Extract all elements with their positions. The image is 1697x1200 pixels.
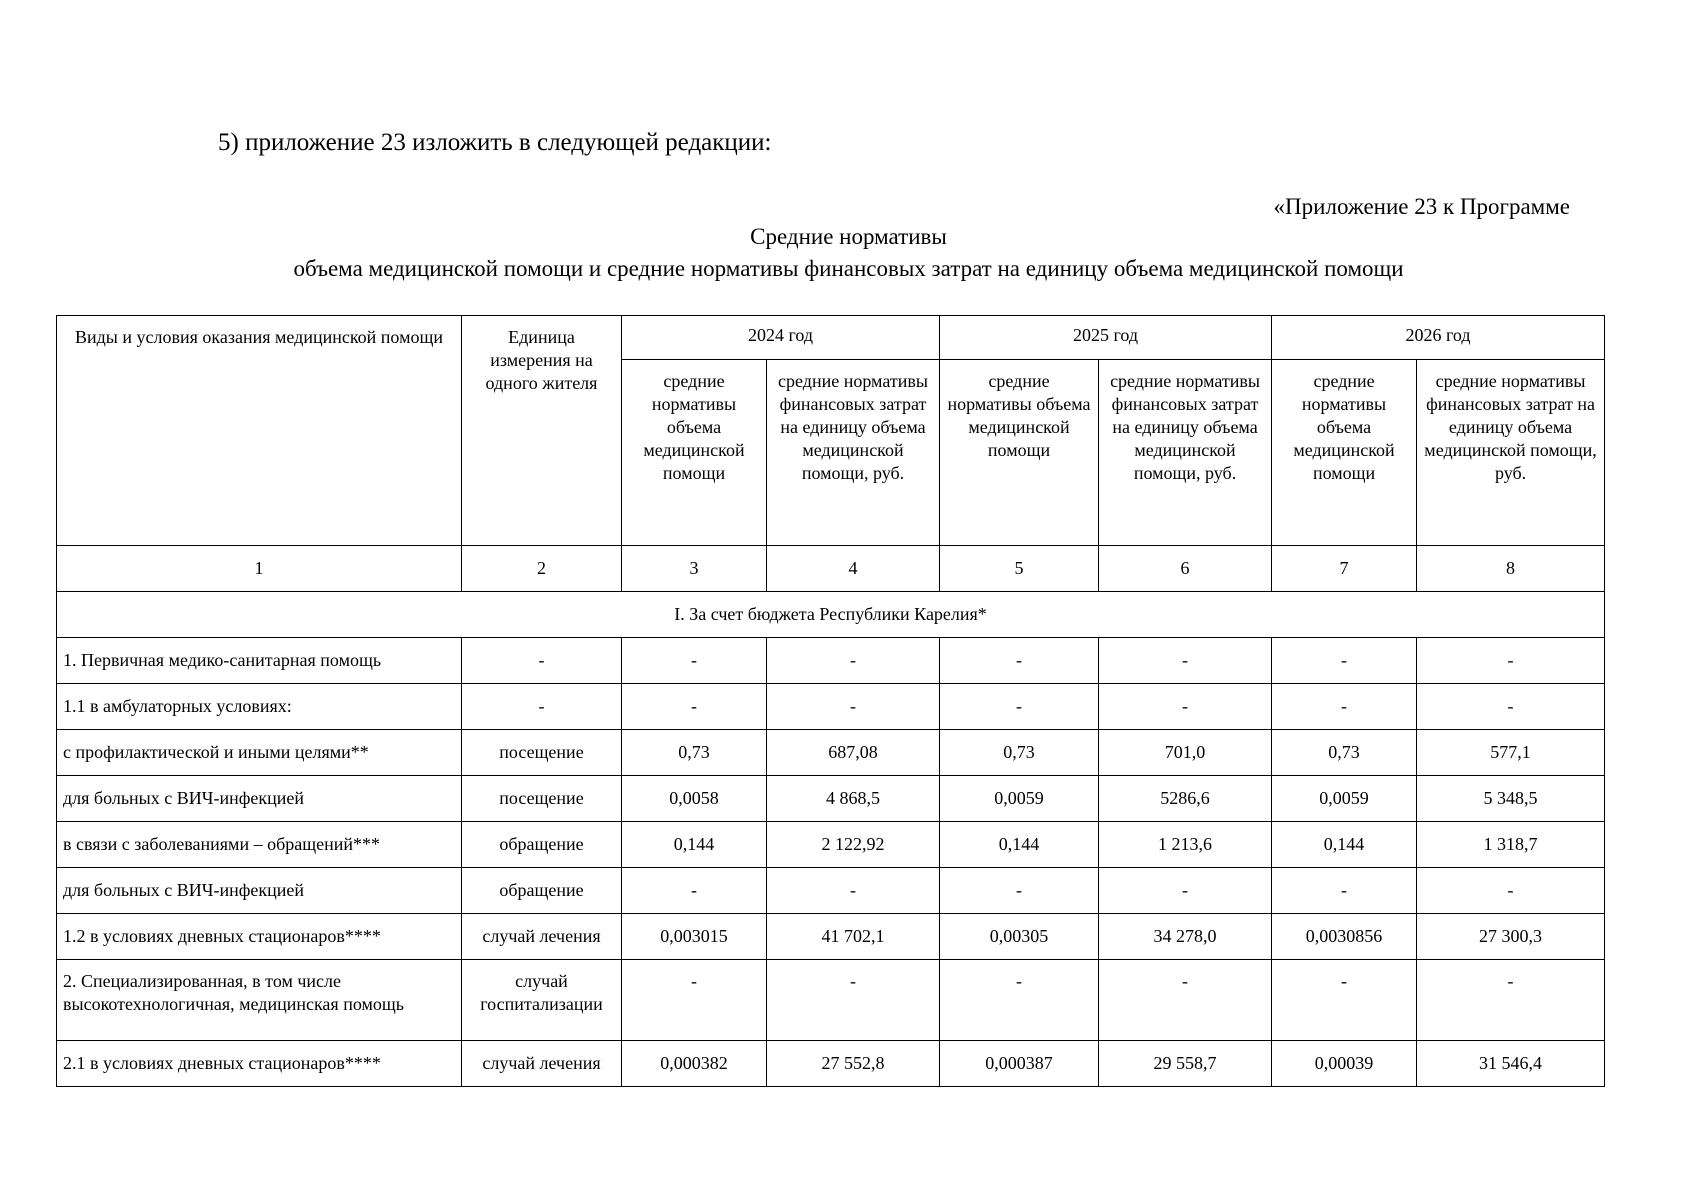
cell-cost-2024: - <box>767 868 940 914</box>
cell-volume-2026: 0,73 <box>1272 730 1417 776</box>
column-number: 3 <box>622 546 767 592</box>
header-unit: Единица измерения на одного жителя <box>462 316 622 546</box>
cell-cost-2026: - <box>1417 960 1605 1041</box>
cell-cost-2026: - <box>1417 638 1605 684</box>
header-year-2025: 2025 год <box>940 316 1272 360</box>
cell-volume-2025: 0,000387 <box>940 1041 1099 1087</box>
row-label: для больных с ВИЧ-инфекцией <box>57 868 462 914</box>
row-label: 1.1 в амбулаторных условиях: <box>57 684 462 730</box>
column-number: 5 <box>940 546 1099 592</box>
column-number: 6 <box>1099 546 1272 592</box>
header-volume-2025: средние нормативы объема медицинской помощи <box>940 360 1099 546</box>
cell-cost-2025: 1 213,6 <box>1099 822 1272 868</box>
header-year-2026: 2026 год <box>1272 316 1605 360</box>
header-kinds: Виды и условия оказания медицинской помощи <box>57 316 462 546</box>
column-number: 2 <box>462 546 622 592</box>
cell-volume-2026: 0,0030856 <box>1272 914 1417 960</box>
cell-cost-2024: - <box>767 960 940 1041</box>
section-title: I. За счет бюджета Республики Карелия* <box>57 592 1605 638</box>
column-numbers-row <box>57 546 1605 592</box>
column-number: 1 <box>57 546 462 592</box>
header-volume-2024: средние нормативы объема медицинской помощи <box>622 360 767 546</box>
row-label: 1.2 в условиях дневных стационаров**** <box>57 914 462 960</box>
table-row <box>57 776 1605 822</box>
table-row <box>57 822 1605 868</box>
header-cost-2024: средние нормативы финансовых затрат на единицу объема медицинской помощи, руб. <box>767 360 940 546</box>
column-number: 7 <box>1272 546 1417 592</box>
cell-volume-2024: - <box>622 638 767 684</box>
cell-cost-2024: 687,08 <box>767 730 940 776</box>
cell-cost-2024: 27 552,8 <box>767 1041 940 1087</box>
row-unit: - <box>462 684 622 730</box>
row-label: для больных с ВИЧ-инфекцией <box>57 776 462 822</box>
cell-volume-2025: 0,00305 <box>940 914 1099 960</box>
cell-cost-2026: 27 300,3 <box>1417 914 1605 960</box>
cell-cost-2026: 5 348,5 <box>1417 776 1605 822</box>
cell-volume-2026: 0,0059 <box>1272 776 1417 822</box>
document-subtitle: объема медицинской помощи и средние нормативы финансовых затрат на единицу объема медицинской помощи <box>293 256 1404 281</box>
norms-table <box>56 315 1605 1087</box>
appendix-label: «Приложение 23 к Программе <box>1273 194 1570 219</box>
table-row <box>57 684 1605 730</box>
cell-cost-2024: 4 868,5 <box>767 776 940 822</box>
header-cost-2026: средние нормативы финансовых затрат на единицу объема медицинской помощи, руб. <box>1417 360 1605 546</box>
cell-cost-2025: 5286,6 <box>1099 776 1272 822</box>
cell-cost-2025: - <box>1099 868 1272 914</box>
cell-volume-2025: 0,73 <box>940 730 1099 776</box>
cell-volume-2026: - <box>1272 868 1417 914</box>
cell-cost-2024: 41 702,1 <box>767 914 940 960</box>
table-row <box>57 960 1605 1041</box>
row-unit: случай лечения <box>462 1041 622 1087</box>
cell-volume-2024: 0,144 <box>622 822 767 868</box>
cell-cost-2025: - <box>1099 638 1272 684</box>
cell-volume-2024: 0,73 <box>622 730 767 776</box>
cell-volume-2026: - <box>1272 638 1417 684</box>
table-row <box>57 868 1605 914</box>
cell-volume-2026: 0,144 <box>1272 822 1417 868</box>
row-unit: случай госпитализации <box>462 960 622 1041</box>
header-cost-2025: средние нормативы финансовых затрат на единицу объема медицинской помощи, руб. <box>1099 360 1272 546</box>
column-number: 4 <box>767 546 940 592</box>
cell-volume-2025: 0,144 <box>940 822 1099 868</box>
cell-cost-2025: 29 558,7 <box>1099 1041 1272 1087</box>
table-row <box>57 1041 1605 1087</box>
section-row <box>57 592 1605 638</box>
cell-cost-2026: - <box>1417 684 1605 730</box>
intro-text: 5) приложение 23 изложить в следующей редакции: <box>218 129 772 156</box>
cell-volume-2024: 0,000382 <box>622 1041 767 1087</box>
row-unit: посещение <box>462 730 622 776</box>
cell-volume-2025: - <box>940 684 1099 730</box>
cell-cost-2025: - <box>1099 960 1272 1041</box>
cell-volume-2025: 0,0059 <box>940 776 1099 822</box>
cell-volume-2026: - <box>1272 684 1417 730</box>
row-label: 2.1 в условиях дневных стационаров**** <box>57 1041 462 1087</box>
cell-volume-2024: - <box>622 960 767 1041</box>
row-unit: - <box>462 638 622 684</box>
row-label: с профилактической и иными целями** <box>57 730 462 776</box>
cell-cost-2024: 2 122,92 <box>767 822 940 868</box>
cell-volume-2026: 0,00039 <box>1272 1041 1417 1087</box>
cell-volume-2024: - <box>622 868 767 914</box>
cell-volume-2024: 0,0058 <box>622 776 767 822</box>
cell-cost-2025: 701,0 <box>1099 730 1272 776</box>
row-unit: обращение <box>462 868 622 914</box>
column-number: 8 <box>1417 546 1605 592</box>
header-volume-2026: средние нормативы объема медицинской помощи <box>1272 360 1417 546</box>
cell-cost-2026: 31 546,4 <box>1417 1041 1605 1087</box>
cell-cost-2025: 34 278,0 <box>1099 914 1272 960</box>
header-year-2024: 2024 год <box>622 316 940 360</box>
row-unit: случай лечения <box>462 914 622 960</box>
cell-volume-2025: - <box>940 960 1099 1041</box>
table-row <box>57 730 1605 776</box>
row-unit: обращение <box>462 822 622 868</box>
cell-cost-2024: - <box>767 638 940 684</box>
cell-cost-2026: - <box>1417 868 1605 914</box>
row-label: 1. Первичная медико-санитарная помощь <box>57 638 462 684</box>
cell-volume-2024: - <box>622 684 767 730</box>
document-title: Средние нормативы <box>750 224 947 249</box>
cell-cost-2026: 577,1 <box>1417 730 1605 776</box>
row-label: в связи с заболеваниями – обращений*** <box>57 822 462 868</box>
cell-volume-2024: 0,003015 <box>622 914 767 960</box>
cell-volume-2025: - <box>940 868 1099 914</box>
cell-cost-2024: - <box>767 684 940 730</box>
table-row <box>57 638 1605 684</box>
cell-volume-2026: - <box>1272 960 1417 1041</box>
table-row <box>57 914 1605 960</box>
cell-cost-2026: 1 318,7 <box>1417 822 1605 868</box>
row-unit: посещение <box>462 776 622 822</box>
cell-cost-2025: - <box>1099 684 1272 730</box>
cell-volume-2025: - <box>940 638 1099 684</box>
row-label: 2. Специализированная, в том числе высокотехнологичная, медицинская помощь <box>57 960 462 1041</box>
